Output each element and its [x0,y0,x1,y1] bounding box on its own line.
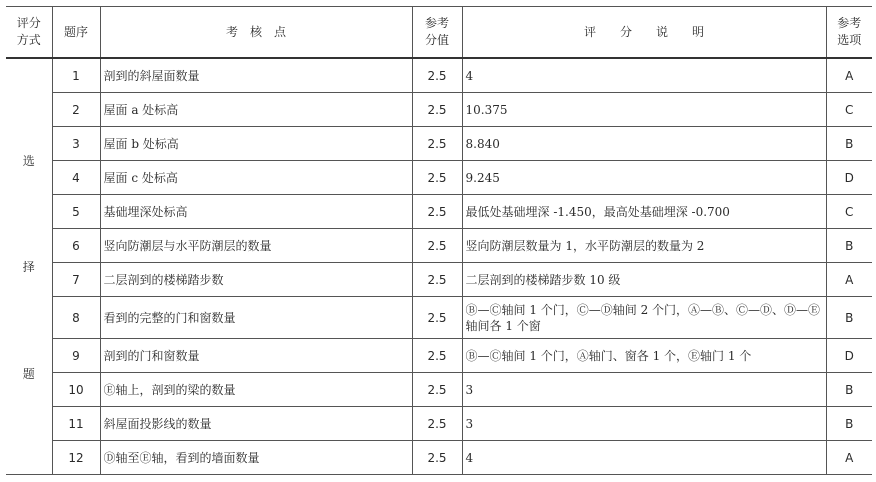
scoring-table [6,6,872,475]
point-cell: 竖向防潮层与水平防潮层的数量 [100,229,412,263]
option-cell: D [826,161,872,195]
option-cell: C [826,93,872,127]
seq-cell: 12 [52,441,100,475]
desc-cell: Ⓑ—Ⓒ轴间 1 个门，Ⓒ—Ⓓ轴间 2 个门，Ⓐ—Ⓑ、Ⓒ—Ⓓ、Ⓓ—Ⓔ轴间各 1 个窗 [462,297,826,339]
desc-cell: 9.245 [462,161,826,195]
desc-cell: Ⓑ—Ⓒ轴间 1 个门，Ⓐ轴门、窗各 1 个，Ⓔ轴门 1 个 [462,339,826,373]
seq-cell: 8 [52,297,100,339]
seq-cell: 2 [52,93,100,127]
table-row [6,441,872,475]
value-cell: 2.5 [412,161,462,195]
option-cell: D [826,339,872,373]
seq-cell: 9 [52,339,100,373]
seq-cell: 6 [52,229,100,263]
desc-cell: 最低处基础埋深 -1.450，最高处基础埋深 -0.700 [462,195,826,229]
table-row [6,407,872,441]
option-cell: B [826,407,872,441]
value-cell: 2.5 [412,407,462,441]
point-cell: 看到的完整的门和窗数量 [100,297,412,339]
header-method-line2: 方式 [16,33,41,47]
desc-cell: 8.840 [462,127,826,161]
table-row [6,195,872,229]
option-cell: B [826,127,872,161]
point-cell: Ⓓ轴至Ⓔ轴，看到的墙面数量 [100,441,412,475]
desc-cell: 竖向防潮层数量为 1，水平防潮层的数量为 2 [462,229,826,263]
table-row [6,297,872,339]
header-value-line1: 参考 [424,16,449,30]
table-row [6,339,872,373]
option-cell: B [826,373,872,407]
method-char: 择 [22,260,35,274]
value-cell: 2.5 [412,195,462,229]
seq-cell: 4 [52,161,100,195]
table-row [6,161,872,195]
header-method [6,7,52,59]
desc-cell: 3 [462,407,826,441]
header-row [6,7,872,59]
point-cell: 屋面 b 处标高 [100,127,412,161]
seq-cell: 3 [52,127,100,161]
header-point: 考 核 点 [100,7,412,59]
option-cell: A [826,441,872,475]
option-cell: B [826,229,872,263]
seq-cell: 11 [52,407,100,441]
header-option-line2: 选项 [837,33,862,47]
point-cell: 屋面 c 处标高 [100,161,412,195]
desc-cell: 二层剖到的楼梯踏步数 10 级 [462,263,826,297]
seq-cell: 1 [52,58,100,93]
seq-cell: 10 [52,373,100,407]
header-option [826,7,872,59]
option-cell: A [826,58,872,93]
method-cell [6,58,52,475]
table-row [6,263,872,297]
header-method-line1: 评分 [16,16,41,30]
desc-cell: 4 [462,58,826,93]
method-stack [9,152,49,382]
table-row [6,93,872,127]
point-cell: 基础埋深处标高 [100,195,412,229]
header-option-line1: 参考 [837,16,862,30]
table-row [6,373,872,407]
value-cell: 2.5 [412,58,462,93]
value-cell: 2.5 [412,441,462,475]
point-cell: 二层剖到的楼梯踏步数 [100,263,412,297]
seq-cell: 5 [52,195,100,229]
method-char: 选 [22,153,35,168]
point-cell: 剖到的斜屋面数量 [100,58,412,93]
value-cell: 2.5 [412,127,462,161]
header-seq: 题序 [52,7,100,59]
header-value-line2: 分值 [424,33,449,47]
desc-cell: 10.375 [462,93,826,127]
point-cell: 屋面 a 处标高 [100,93,412,127]
option-cell: A [826,263,872,297]
table-row [6,127,872,161]
value-cell: 2.5 [412,263,462,297]
header-desc: 评 分 说 明 [462,7,826,59]
value-cell: 2.5 [412,373,462,407]
option-cell: B [826,297,872,339]
table-row [6,58,872,93]
value-cell: 2.5 [412,339,462,373]
value-cell: 2.5 [412,93,462,127]
desc-cell: 3 [462,373,826,407]
point-cell: 剖到的门和窗数量 [100,339,412,373]
desc-cell: 4 [462,441,826,475]
header-value [412,7,462,59]
point-cell: Ⓔ轴上，剖到的梁的数量 [100,373,412,407]
table-row [6,229,872,263]
value-cell: 2.5 [412,297,462,339]
option-cell: C [826,195,872,229]
value-cell: 2.5 [412,229,462,263]
point-cell: 斜屋面投影线的数量 [100,407,412,441]
seq-cell: 7 [52,263,100,297]
method-char: 题 [22,366,35,381]
